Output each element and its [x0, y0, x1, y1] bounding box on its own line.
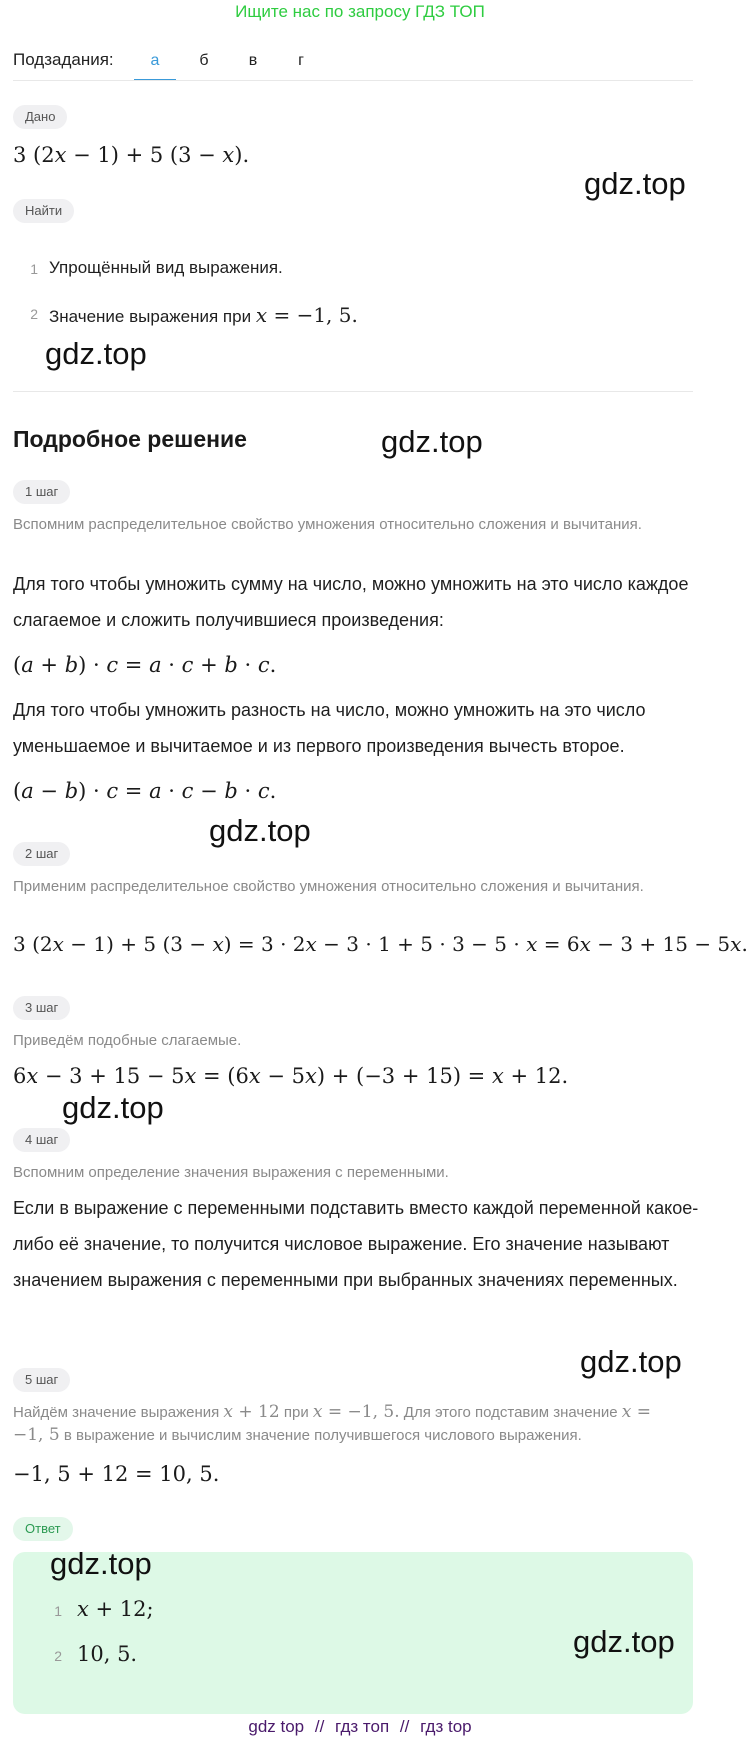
- step-5-hint-math-1: x + 12: [223, 1402, 280, 1422]
- find-item-2: [49, 303, 358, 327]
- given-expression: 3 (2x − 1) + 5 (3 − x).: [13, 143, 250, 167]
- tabs-divider: [13, 80, 693, 81]
- find-item-1: Упрощённый вид выражения.: [49, 258, 283, 277]
- watermark: gdz.top: [580, 1344, 682, 1379]
- tab-g[interactable]: г: [298, 52, 304, 69]
- step-3-formula: 6x − 3 + 15 − 5x = (6x − 5x) + (−3 + 15) = x + 12.: [13, 1064, 569, 1088]
- step-5-hint-b: при: [283, 1404, 309, 1421]
- step-5-formula: −1, 5 + 12 = 10, 5.: [13, 1462, 220, 1486]
- step-3-hint: Приведём подобные слагаемые.: [13, 1032, 242, 1049]
- watermark: gdz.top: [584, 166, 686, 201]
- watermark: gdz.top: [573, 1624, 675, 1659]
- find-item-2-math: x = −1, 5.: [255, 303, 358, 327]
- find-tag: Найти: [13, 199, 74, 223]
- step-2-formula: 3 (2x − 1) + 5 (3 − x) = 3 · 2x − 3 · 1 + 5 · 3 − 5 · x = 6x − 3 + 15 − 5x.: [13, 932, 748, 956]
- footer-link-1[interactable]: gdz top: [248, 1717, 305, 1736]
- answer-item-number: 2: [54, 1648, 62, 1664]
- solution-heading: Подробное решение: [13, 426, 247, 452]
- watermark: gdz.top: [45, 336, 147, 371]
- find-item-number: 2: [30, 306, 38, 322]
- given-tag: Дано: [13, 105, 67, 129]
- step-5-hint-c: Для этого подставим значение: [403, 1404, 618, 1421]
- step-1-formula-1: (a + b) · c = a · c + b · c.: [13, 653, 277, 677]
- step-5-hint-math-3: x = −1, 5: [13, 1402, 652, 1445]
- tab-b[interactable]: б: [199, 52, 209, 69]
- step-5-tag: 5 шаг: [13, 1368, 70, 1392]
- step-1-paragraph-2: Для того чтобы умножить разность на число, можно умножить на это число уменьшаемое и вычитаемое и из первого произведения вычесть второе.: [13, 700, 646, 756]
- tab-v[interactable]: в: [248, 52, 258, 69]
- answer-item-number: 1: [54, 1603, 62, 1619]
- step-4-paragraph: Если в выражение с переменными подставить вместо каждой переменной какое-либо её значение, то получится числовое выражение. Его значение называют значением выражения с переменными при выбранных значениях переменных.: [13, 1198, 699, 1290]
- step-4-hint: Вспомним определение значения выражения с переменными.: [13, 1164, 449, 1181]
- answer-tag: Ответ: [13, 1517, 73, 1541]
- section-divider: [13, 391, 693, 392]
- step-2-tag: 2 шаг: [13, 842, 70, 866]
- search-banner[interactable]: Ищите нас по запросу ГДЗ ТОП: [235, 2, 485, 21]
- step-1-tag: 1 шаг: [13, 480, 70, 504]
- step-3-tag: 3 шаг: [13, 996, 70, 1020]
- step-4-tag: 4 шаг: [13, 1128, 70, 1152]
- answer-item-2: 10, 5.: [77, 1642, 138, 1666]
- footer-separator: //: [314, 1717, 325, 1736]
- watermark: gdz.top: [209, 813, 311, 848]
- find-item-2-text: Значение выражения при: [49, 307, 252, 326]
- step-5-hint: [13, 1401, 673, 1447]
- answer-item-1: x + 12;: [77, 1597, 154, 1621]
- watermark: gdz.top: [381, 424, 483, 459]
- step-2-hint: Применим распределительное свойство умножения относительно сложения и вычитания.: [13, 878, 644, 895]
- footer-link-3[interactable]: гдз top: [420, 1717, 472, 1736]
- watermark: gdz.top: [50, 1546, 152, 1581]
- step-1-paragraph-1: Для того чтобы умножить сумму на число, можно умножить на это число каждое слагаемое и сложить получившиеся произведения:: [13, 574, 689, 630]
- step-5-hint-math-2: x = −1, 5.: [312, 1402, 400, 1422]
- step-5-hint-a: Найдём значение выражения: [13, 1404, 220, 1421]
- footer-links: [0, 1714, 720, 1740]
- step-1-hint: Вспомним распределительное свойство умножения относительно сложения и вычитания.: [13, 516, 642, 533]
- find-item-number: 1: [30, 261, 38, 277]
- footer-link-2[interactable]: гдз топ: [335, 1717, 390, 1736]
- footer-separator: //: [399, 1717, 410, 1736]
- tab-a[interactable]: а: [150, 52, 160, 69]
- step-1-formula-2: (a − b) · c = a · c − b · c.: [13, 779, 277, 803]
- step-5-hint-d: в выражение и вычислим значение получившегося числового выражения.: [63, 1427, 582, 1444]
- watermark: gdz.top: [62, 1090, 164, 1125]
- subtasks-label: Подзадания:: [13, 50, 114, 69]
